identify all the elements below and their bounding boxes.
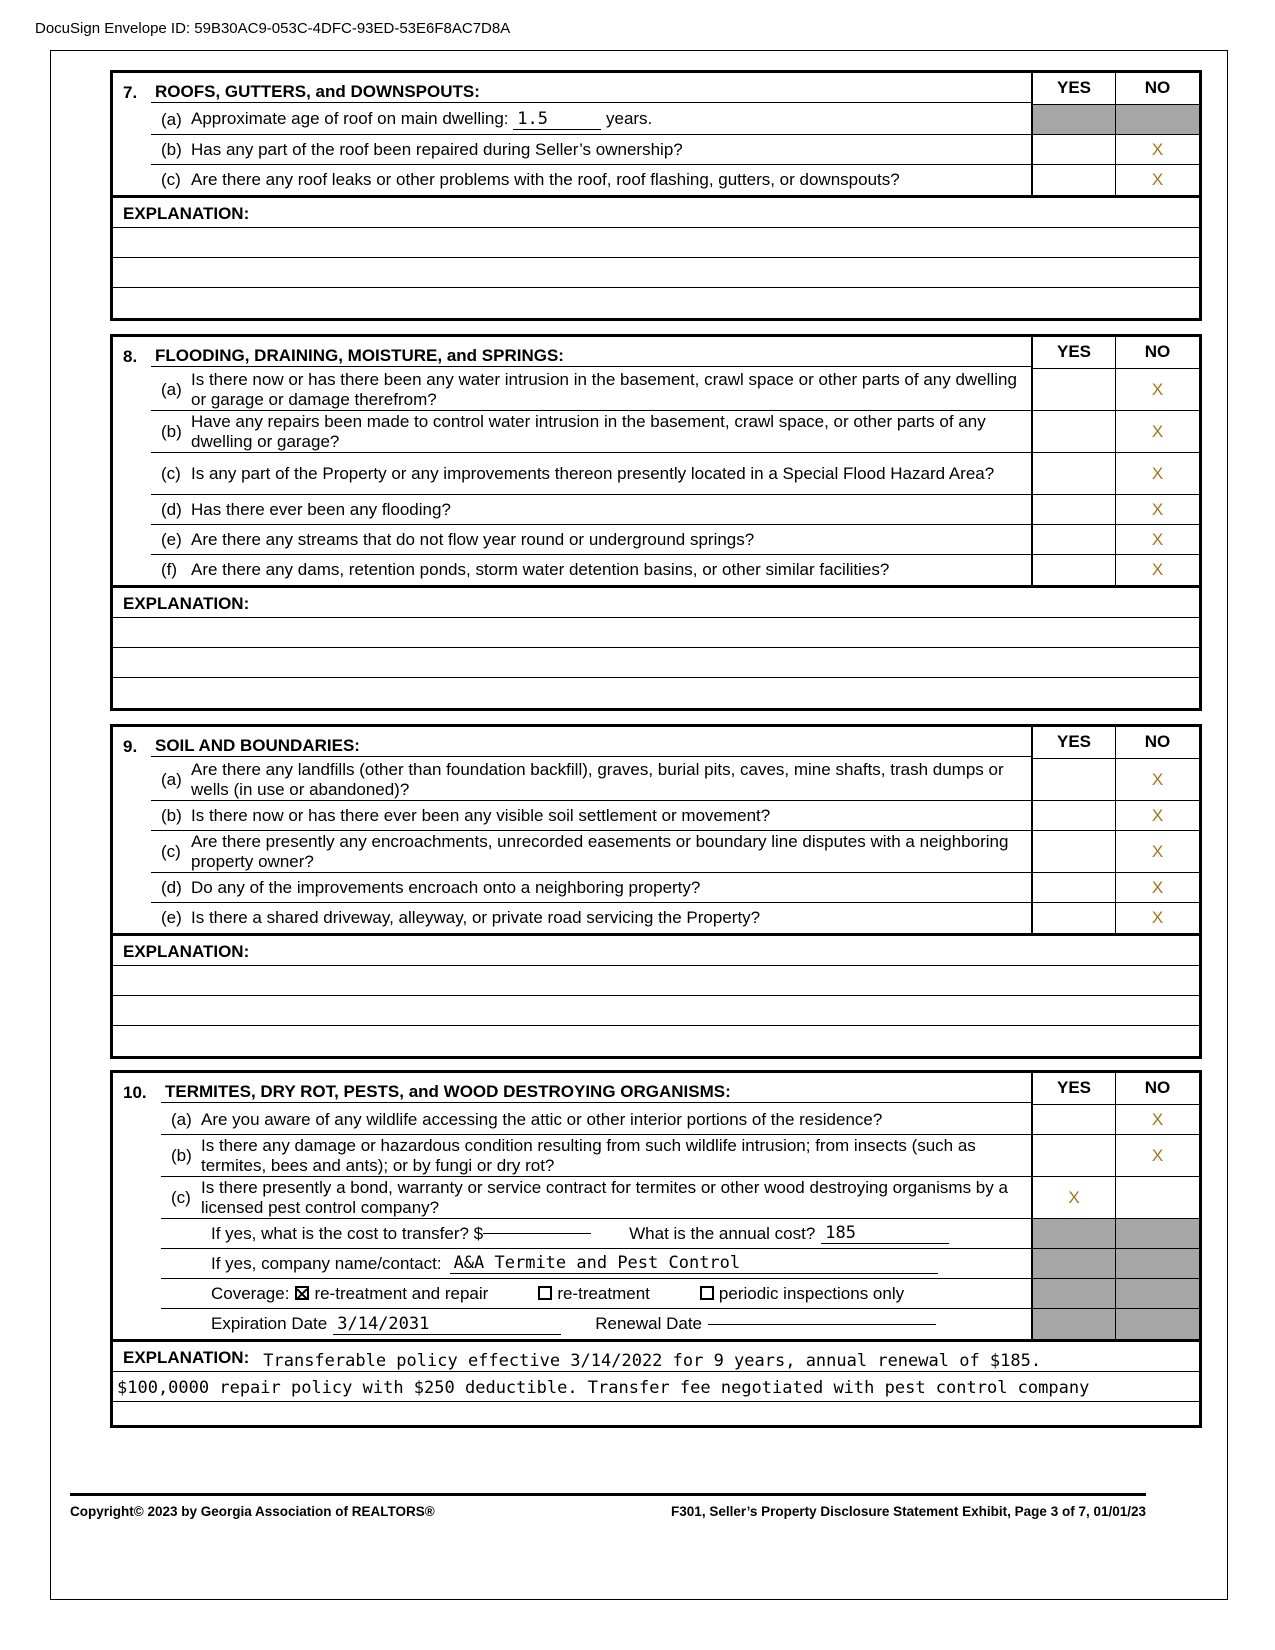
explanation-line-2: $100,0000 repair policy with $250 deductible. Transfer fee negotiated with pest control company bbox=[117, 1378, 1090, 1398]
question-row: (e) Are there any streams that do not flow year round or underground springs? X bbox=[113, 525, 1199, 555]
question-row: (d) Has there ever been any flooding? X bbox=[113, 495, 1199, 525]
section-title: TERMITES, DRY ROT, PESTS, and WOOD DESTROYING ORGANISMS: bbox=[161, 1082, 1031, 1103]
transfer-cost-field[interactable] bbox=[483, 1233, 591, 1234]
explanation-box[interactable]: EXPLANATION: bbox=[113, 195, 1199, 318]
roof-age-field[interactable]: 1.5 bbox=[513, 109, 601, 130]
question-row: (a) Is there now or has there been any water intrusion in the basement, crawl space or other parts of any dwelling or garage or damage therefrom? X bbox=[113, 369, 1199, 411]
no-checkbox[interactable]: X bbox=[1115, 1135, 1199, 1177]
question-row: (f) Are there any dams, retention ponds, storm water detention basins, or other similar facilities? X bbox=[113, 555, 1199, 585]
yes-checkbox[interactable] bbox=[1031, 369, 1115, 411]
no-checkbox[interactable]: X bbox=[1115, 903, 1199, 933]
no-checkbox[interactable]: X bbox=[1115, 453, 1199, 495]
coverage-periodic-inspections[interactable]: periodic inspections only bbox=[700, 1284, 904, 1304]
explanation-box[interactable]: EXPLANATION: Transferable policy effective 3/14/2022 for 9 years, annual renewal of $185. $100,0000 repair policy with $250 deductible. Transfer fee negotiated with pest control company bbox=[113, 1339, 1199, 1432]
yes-checkbox[interactable] bbox=[1031, 411, 1115, 453]
no-checkbox[interactable]: X bbox=[1115, 555, 1199, 585]
question-row: (c) Is any part of the Property or any improvements thereon presently located in a Special Flood Hazard Area? X bbox=[113, 453, 1199, 495]
page-footer bbox=[70, 1493, 1146, 1519]
section-title: ROOFS, GUTTERS, and DOWNSPOUTS: bbox=[151, 82, 1031, 103]
no-checkbox[interactable]: X bbox=[1115, 525, 1199, 555]
question-row: (b) Is there any damage or hazardous condition resulting from such wildlife intrusion; from insects (such as termites, bees and ants); or by fungi or dry rot? X bbox=[113, 1135, 1199, 1177]
no-checkbox[interactable]: X bbox=[1115, 495, 1199, 525]
section-header: 9. SOIL AND BOUNDARIES: YES NO bbox=[113, 727, 1199, 759]
copyright: Copyright© 2023 by Georgia Association of REALTORS® bbox=[70, 1504, 435, 1519]
no-checkbox[interactable]: X bbox=[1115, 801, 1199, 831]
envelope-id: DocuSign Envelope ID: 59B30AC9-053C-4DFC-93ED-53E6F8AC7D8A bbox=[35, 20, 511, 37]
cost-row: If yes, what is the cost to transfer? $ What is the annual cost? 185 bbox=[113, 1219, 1199, 1249]
question-row: (b) Have any repairs been made to control water intrusion in the basement, crawl space, or other parts of any dwelling or garage? X bbox=[113, 411, 1199, 453]
no-checkbox[interactable]: X bbox=[1115, 759, 1199, 801]
yes-checkbox[interactable] bbox=[1031, 165, 1115, 195]
section-9 bbox=[110, 724, 1202, 1059]
no-checkbox[interactable]: X bbox=[1115, 1105, 1199, 1135]
yes-checkbox[interactable] bbox=[1031, 555, 1115, 585]
checked-checkbox-icon bbox=[295, 1286, 309, 1300]
no-header: NO bbox=[1115, 73, 1199, 105]
no-checkbox[interactable]: X bbox=[1115, 831, 1199, 873]
question-row: (a) Are you aware of any wildlife accessing the attic or other interior portions of the residence? X bbox=[113, 1105, 1199, 1135]
yes-checkbox[interactable] bbox=[1031, 453, 1115, 495]
yes-checkbox[interactable] bbox=[1031, 1105, 1115, 1135]
no-checkbox[interactable]: X bbox=[1115, 873, 1199, 903]
yes-checkbox[interactable] bbox=[1031, 495, 1115, 525]
section-8 bbox=[110, 334, 1202, 711]
company-name-field[interactable]: A&A Termite and Pest Control bbox=[450, 1253, 938, 1274]
yes-checkbox[interactable] bbox=[1031, 135, 1115, 165]
no-checkbox[interactable]: X bbox=[1115, 369, 1199, 411]
explanation-box[interactable]: EXPLANATION: bbox=[113, 933, 1199, 1056]
no-checkbox[interactable] bbox=[1115, 1177, 1199, 1219]
section-title: FLOODING, DRAINING, MOISTURE, and SPRINGS: bbox=[151, 346, 1031, 367]
yes-checkbox[interactable] bbox=[1031, 873, 1115, 903]
checkbox-icon bbox=[538, 1286, 552, 1300]
coverage-row: Coverage: re-treatment and repair re-treatment periodic inspections only bbox=[113, 1279, 1199, 1309]
yes-checkbox[interactable]: X bbox=[1031, 1177, 1115, 1219]
checkbox-icon bbox=[700, 1286, 714, 1300]
question-row: (c) Is there presently a bond, warranty or service contract for termites or other wood destroying organisms by a licensed pest control company? X bbox=[113, 1177, 1199, 1219]
question-row: (b) Is there now or has there ever been any visible soil settlement or movement? X bbox=[113, 801, 1199, 831]
form-id: F301, Seller’s Property Disclosure Statement Exhibit, Page 3 of 7, 01/01/23 bbox=[671, 1504, 1146, 1519]
explanation-box[interactable]: EXPLANATION: bbox=[113, 585, 1199, 708]
expiration-date-field[interactable]: 3/14/2031 bbox=[333, 1314, 561, 1335]
no-checkbox[interactable]: X bbox=[1115, 165, 1199, 195]
no-checkbox[interactable]: X bbox=[1115, 411, 1199, 453]
yes-header: YES bbox=[1031, 73, 1115, 105]
yes-checkbox[interactable] bbox=[1031, 1135, 1115, 1177]
yes-checkbox[interactable] bbox=[1031, 801, 1115, 831]
question-row: (a) Are there any landfills (other than foundation backfill), graves, burial pits, caves, mine shafts, trash dumps or wells (in use or abandoned)? X bbox=[113, 759, 1199, 801]
renewal-date-field[interactable] bbox=[708, 1324, 936, 1325]
explanation-line-1: Transferable policy effective 3/14/2022 for 9 years, annual renewal of $185. bbox=[263, 1351, 1042, 1371]
section-header bbox=[113, 73, 1199, 105]
annual-cost-field[interactable]: 185 bbox=[821, 1223, 949, 1244]
yes-checkbox[interactable] bbox=[1031, 903, 1115, 933]
coverage-retreatment-repair[interactable]: re-treatment and repair bbox=[295, 1284, 488, 1304]
question-row: (c) Are there any roof leaks or other problems with the roof, roof flashing, gutters, or downspouts? X bbox=[113, 165, 1199, 195]
no-checkbox[interactable]: X bbox=[1115, 135, 1199, 165]
question-row: (d) Do any of the improvements encroach onto a neighboring property? X bbox=[113, 873, 1199, 903]
company-row: If yes, company name/contact: A&A Termite and Pest Control bbox=[113, 1249, 1199, 1279]
question-row: (e) Is there a shared driveway, alleyway, or private road servicing the Property? X bbox=[113, 903, 1199, 933]
section-7 bbox=[110, 70, 1202, 321]
yes-checkbox[interactable] bbox=[1031, 525, 1115, 555]
question-row: (b) Has any part of the roof been repaired during Seller’s ownership? X bbox=[113, 135, 1199, 165]
section-10 bbox=[110, 1070, 1202, 1428]
coverage-retreatment[interactable]: re-treatment bbox=[538, 1284, 650, 1304]
section-header: 8. FLOODING, DRAINING, MOISTURE, and SPRINGS: YES NO bbox=[113, 337, 1199, 369]
section-title: SOIL AND BOUNDARIES: bbox=[151, 736, 1031, 757]
yes-checkbox[interactable] bbox=[1031, 831, 1115, 873]
question-row: (c) Are there presently any encroachments, unrecorded easements or boundary line disputes with a neighboring property owner? X bbox=[113, 831, 1199, 873]
question-row: (a) Approximate age of roof on main dwelling: 1.5 years. bbox=[113, 105, 1199, 135]
yes-checkbox[interactable] bbox=[1031, 759, 1115, 801]
dates-row: Expiration Date 3/14/2031 Renewal Date bbox=[113, 1309, 1199, 1339]
section-header: 10. TERMITES, DRY ROT, PESTS, and WOOD DESTROYING ORGANISMS: YES NO bbox=[113, 1073, 1199, 1105]
section-number: 7. bbox=[123, 83, 138, 102]
